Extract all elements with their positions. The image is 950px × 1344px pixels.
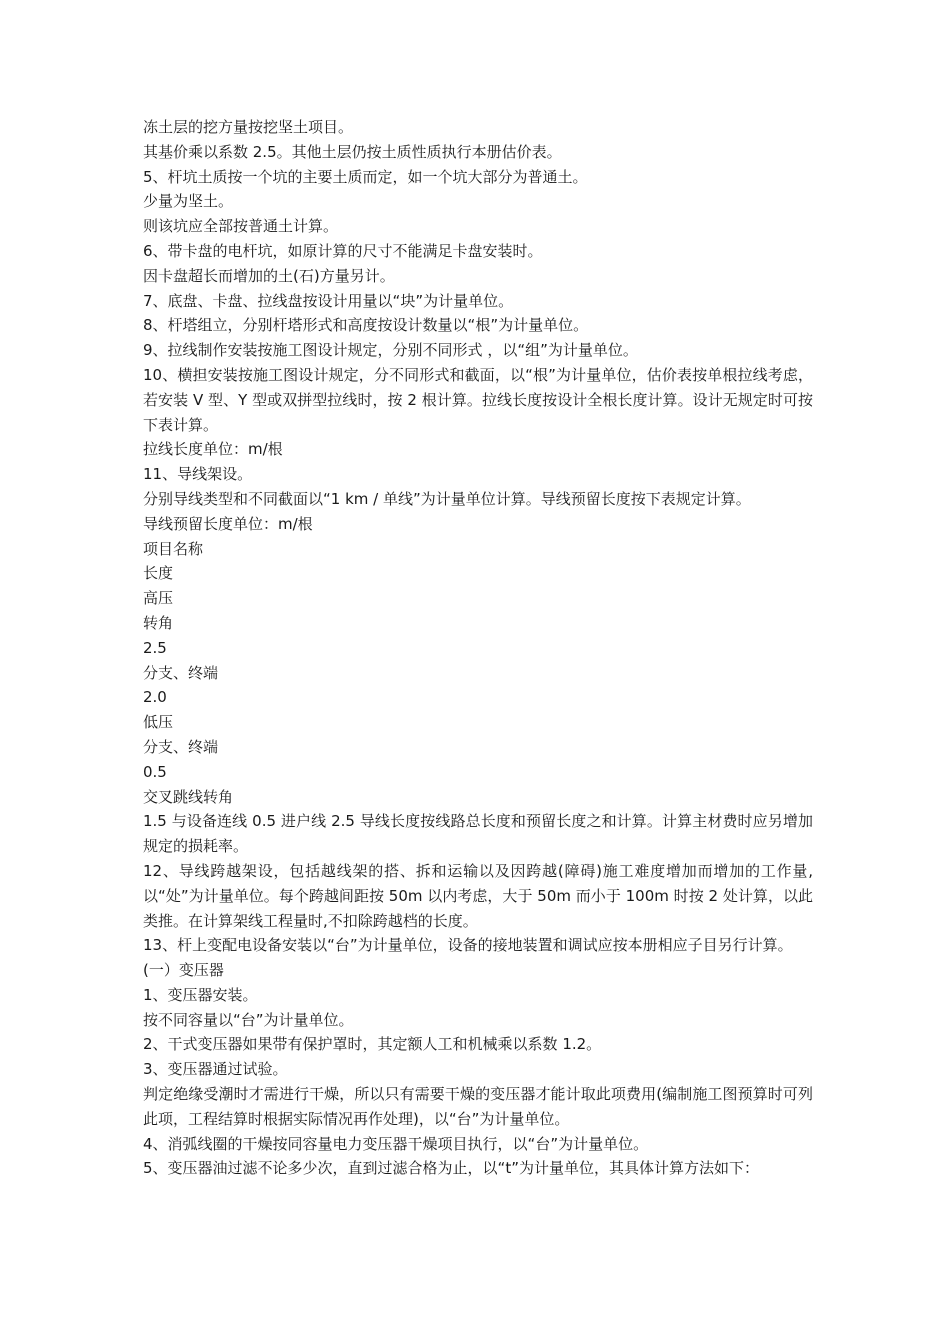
- text-line: 分支、终端: [143, 737, 219, 756]
- text-line: 3、变压器通过试验。: [143, 1060, 288, 1079]
- text-line: (一）变压器: [143, 961, 224, 980]
- text-line: 其基价乘以系数 2.5。其他土层仍按土质性质执行本册估价表。: [143, 142, 562, 161]
- text-line: 2.0: [143, 688, 167, 707]
- text-line: 按不同容量以“台”为计量单位。: [143, 1010, 354, 1029]
- text-line: 交叉跳线转角: [143, 787, 234, 806]
- text-line: 因卡盘超长而增加的土(石)方量另计。: [143, 266, 395, 285]
- text-line: 项目名称: [143, 539, 204, 558]
- text-line: 2.5: [143, 638, 167, 657]
- text-line: 转角: [143, 613, 174, 632]
- text-paragraph: 12、导线跨越架设，包括越线架的搭、拆和运输以及因跨越(障碍)施工难度增加而增加的工作量,以“处”为计量单位。每个跨越间距按 50m 以内考虑，大于 50m 而小于 100m 时按 2 处计算，以此类推。在计算架线工程量时,不扣除跨越档的长度。: [143, 861, 813, 930]
- text-line: 8、杆塔组立，分别杆塔形式和高度按设计数量以“根”为计量单位。: [143, 316, 589, 335]
- text-line: 11、导线架设。: [143, 465, 253, 484]
- text-line: 拉线长度单位：m/根: [143, 440, 283, 459]
- text-line: 7、底盘、卡盘、拉线盘按设计用量以“块”为计量单位。: [143, 291, 514, 310]
- text-line: 则该坑应全部按普通土计算。: [143, 217, 339, 236]
- text-line: 2、干式变压器如果带有保护罩时，其定额人工和机械乘以系数 1.2。: [143, 1035, 602, 1054]
- text-line: 冻土层的挖方量按挖坚土项目。: [143, 118, 354, 136]
- text-line: 6、带卡盘的电杆坑，如原计算的尺寸不能满足卡盘安装时。: [143, 241, 543, 260]
- text-line: 1、变压器安装。: [143, 985, 258, 1004]
- text-line: 分支、终端: [143, 663, 219, 682]
- text-line: 少量为坚土。: [143, 192, 234, 211]
- text-line: 9、拉线制作安装按施工图设计规定，分别不同形式 ，以“组”为计量单位。: [143, 341, 638, 360]
- text-line: 高压: [143, 589, 174, 608]
- text-line: 分别导线类型和不同截面以“1 km / 单线”为计量单位计算。导线预留长度按下表规定计算。: [143, 489, 751, 508]
- text-line: 低压: [143, 713, 174, 732]
- text-line: 5、杆坑土质按一个坑的主要土质而定，如一个坑大部分为普通土。: [143, 167, 588, 186]
- text-paragraph: 10、横担安装按施工图设计规定，分不同形式和截面，以“根”为计量单位，估价表按单根拉线考虑，若安装 V 型、Y 型或双拼型拉线时，按 2 根计算。拉线长度按设计全根长度计算。设计无规定时可按下表计算。: [143, 365, 813, 434]
- text-paragraph: 13、杆上变配电设备安装以“台”为计量单位，设备的接地装置和调试应按本册相应子目另行计算。: [143, 936, 793, 955]
- document-page: [143, 115, 813, 1181]
- text-line: 4、消弧线圈的干燥按同容量电力变压器干燥项目执行，以“台”为计量单位。: [143, 1134, 649, 1153]
- text-line: 5、变压器油过滤不论多少次，直到过滤合格为止，以“t”为计量单位，其具体计算方法如下：: [143, 1159, 759, 1178]
- text-paragraph: 1.5 与设备连线 0.5 进户线 2.5 导线长度按线路总长度和预留长度之和计算。计算主材费时应另增加规定的损耗率。: [143, 812, 813, 856]
- text-paragraph: 判定绝缘受潮时才需进行干燥，所以只有需要干燥的变压器才能计取此项费用(编制施工图预算时可列此项，工程结算时根据实际情况再作处理)，以“台”为计量单位。: [143, 1085, 813, 1128]
- text-line: 长度: [143, 564, 174, 583]
- text-line: 导线预留长度单位：m/根: [143, 514, 313, 533]
- text-line: 0.5: [143, 762, 167, 781]
